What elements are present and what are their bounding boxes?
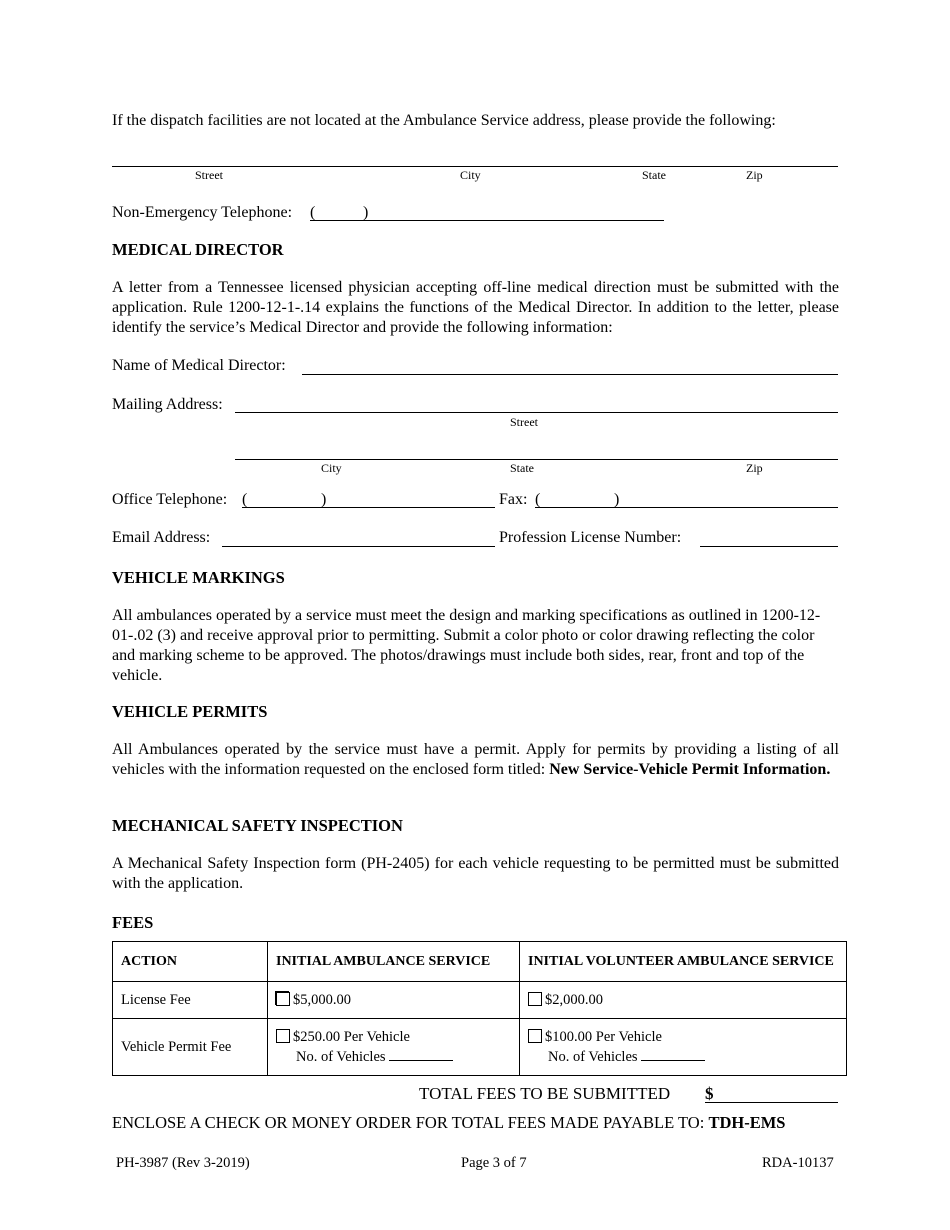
email-field[interactable] [222, 546, 495, 547]
vehicle-volunteer-checkbox[interactable] [528, 1029, 542, 1043]
mechanical-heading: MECHANICAL SAFETY INSPECTION [112, 816, 403, 835]
fees-header-row [113, 942, 847, 982]
vehicle-permits-form-title: New Service-Vehicle Permit Information. [549, 761, 831, 778]
dispatch-street-label: Street [195, 168, 223, 182]
mailing-city-label: City [321, 461, 342, 475]
fax-field[interactable] [535, 507, 838, 508]
license-volunteer-amount: $2,000.00 [545, 991, 603, 1008]
license-field[interactable] [700, 546, 838, 547]
mailing-street-label: Street [510, 415, 538, 429]
fees-col-volunteer: INITIAL VOLUNTEER AMBULANCE SERVICE [520, 942, 847, 982]
vehicle-permit-volunteer-cell [520, 1019, 847, 1076]
fax-area-close: ) [614, 491, 620, 508]
total-fees-dollar: $ [705, 1084, 714, 1103]
license-fee-volunteer-cell [520, 982, 847, 1019]
mailing-state-label: State [510, 461, 534, 475]
footer-rda: RDA-10137 [762, 1155, 834, 1171]
vehicle-initial-checkbox[interactable] [276, 1029, 290, 1043]
vehicle-initial-count-label: No. of Vehicles [296, 1049, 386, 1065]
fax-area-open: ( [535, 491, 541, 508]
license-volunteer-checkbox[interactable] [528, 992, 542, 1006]
enclose-instructions [112, 1113, 785, 1133]
vehicle-markings-heading: VEHICLE MARKINGS [112, 568, 285, 587]
office-area-open: ( [242, 491, 248, 508]
dispatch-city-label: City [460, 168, 481, 182]
license-initial-amount: $5,000.00 [293, 991, 351, 1008]
mechanical-paragraph: A Mechanical Safety Inspection form (PH-2405) for each vehicle requesting to be permitted must be submitted with the application. [112, 855, 839, 892]
vehicle-volunteer-count-label: No. of Vehicles [548, 1049, 638, 1065]
email-label: Email Address: [112, 529, 211, 546]
enclose-text: ENCLOSE A CHECK OR MONEY ORDER FOR TOTAL FEES MADE PAYABLE TO: [112, 1113, 705, 1132]
fees-heading: FEES [112, 913, 154, 932]
dispatch-state-label: State [642, 168, 666, 182]
license-fee-label: License Fee [113, 982, 268, 1019]
office-area-close: ) [321, 491, 327, 508]
dispatch-zip-label: Zip [746, 168, 763, 182]
mailing-street-field[interactable] [235, 412, 838, 413]
dispatch-address-line[interactable] [112, 166, 838, 167]
vehicle-permit-initial-cell [268, 1019, 520, 1076]
vehicle-permits-heading: VEHICLE PERMITS [112, 702, 268, 721]
non-emergency-area-open: ( [310, 204, 316, 221]
license-initial-checkbox[interactable] [276, 992, 290, 1006]
fees-col-initial: INITIAL AMBULANCE SERVICE [268, 942, 520, 982]
non-emergency-phone-field[interactable] [310, 220, 664, 221]
vehicle-permits-paragraph [112, 740, 839, 780]
office-phone-label: Office Telephone: [112, 491, 228, 508]
medical-director-name-label: Name of Medical Director: [112, 357, 286, 374]
medical-director-heading: MEDICAL DIRECTOR [112, 240, 284, 259]
fees-table [112, 941, 847, 1076]
medical-director-paragraph: A letter from a Tennessee licensed physician accepting off-line medical direction must be submitted with the application. Rule 1200-12-1-.14 explains the functions of the Medical Director. In addition to the letter, please identify the service’s Medical Director and provide the following information: [112, 279, 839, 336]
mailing-address-label: Mailing Address: [112, 396, 223, 413]
license-fee-row [113, 982, 847, 1019]
fax-label: Fax: [499, 491, 528, 508]
non-emergency-area-close: ) [363, 204, 369, 221]
vehicle-permit-row [113, 1019, 847, 1076]
license-label: Profession License Number: [499, 529, 682, 546]
vehicle-volunteer-amount: $100.00 Per Vehicle [545, 1029, 662, 1045]
vehicle-initial-amount: $250.00 Per Vehicle [293, 1029, 410, 1045]
total-fees-label: TOTAL FEES TO BE SUBMITTED [419, 1084, 671, 1103]
office-phone-field[interactable] [242, 507, 495, 508]
footer-form-number: PH-3987 (Rev 3-2019) [116, 1155, 250, 1171]
footer-page-number: Page 3 of 7 [461, 1155, 527, 1171]
mailing-zip-label: Zip [746, 461, 763, 475]
mailing-city-state-zip-field[interactable] [235, 459, 838, 460]
non-emergency-phone-label: Non-Emergency Telephone: [112, 204, 293, 221]
dispatch-intro: If the dispatch facilities are not located at the Ambulance Service address, please provide the following: [112, 112, 776, 129]
payee: TDH-EMS [708, 1113, 786, 1132]
vehicle-permit-label: Vehicle Permit Fee [113, 1019, 268, 1076]
vehicle-volunteer-count-field[interactable] [641, 1048, 705, 1061]
fees-col-action: ACTION [113, 942, 268, 982]
license-fee-initial-cell [268, 982, 520, 1019]
total-fees-field[interactable] [705, 1102, 838, 1103]
vehicle-permits-text: All Ambulances operated by the service must have a permit. Apply for permits by providing a listing of all vehicles with the information requested on the enclosed form titled: [112, 741, 839, 778]
vehicle-markings-paragraph: All ambulances operated by a service must meet the design and marking specifications as outlined in 1200-12-01-.02 (3) and receive approval prior to permitting. Submit a color photo or color drawing reflecting the color and marking scheme to be approved. The photos/drawings must include both sides, rear, front and top of the vehicle. [112, 607, 821, 684]
vehicle-initial-count-field[interactable] [389, 1048, 453, 1061]
medical-director-name-field[interactable] [302, 374, 838, 375]
